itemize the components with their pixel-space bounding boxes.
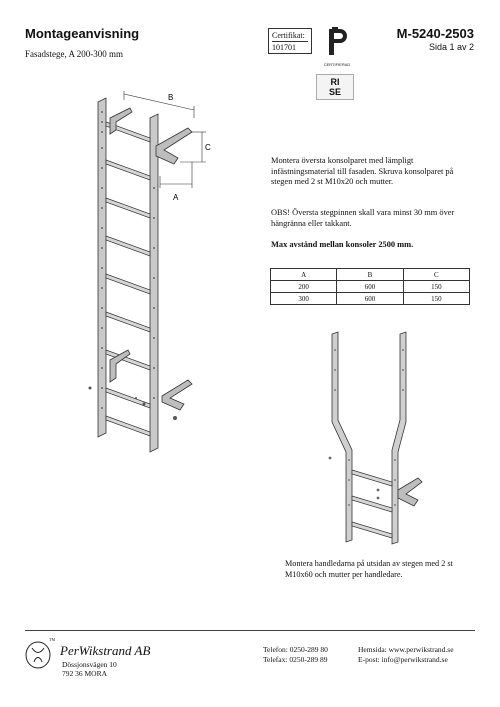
ladder-figure [80, 88, 210, 453]
footer-divider [25, 630, 475, 631]
rise-logo-line2: SE [328, 87, 341, 97]
instruction-handrail-mounting: Montera handledarna på utsidan av stegen med 2 st M10x60 och mutter per handledare. [285, 559, 453, 579]
cert-mark-text: CERTIFIERAD [323, 62, 351, 67]
page-subtitle: Fasadstege, A 200-300 mm [25, 49, 123, 59]
right-handrail [392, 332, 406, 544]
left-handrail [332, 332, 352, 542]
table-cell: 150 [403, 281, 469, 293]
table-header-b: B [337, 269, 403, 281]
right-rail [150, 114, 158, 452]
table-cell: 150 [403, 293, 469, 305]
table-header-c: C [403, 269, 469, 281]
table-row [271, 293, 470, 305]
table-cell: 600 [337, 281, 403, 293]
page-title: Montageanvisning [25, 26, 140, 41]
handrail-figure [318, 330, 433, 545]
certificate-box [268, 28, 312, 54]
table-header-row [271, 269, 470, 281]
dimension-table [270, 268, 470, 305]
instruction-max-distance: Max avstånd mellan konsoler 2500 mm. [271, 240, 414, 249]
trademark-mark: TM [49, 637, 55, 642]
company-email: E-post: info@perwikstrand.se [358, 655, 448, 664]
certificate-label: Certifikat: [272, 31, 305, 40]
certification-mark-icon [322, 26, 352, 70]
company-phone: Telefon: 0250-289 80 [263, 645, 328, 654]
lower-right-bracket [162, 380, 192, 410]
upper-right-bracket [156, 128, 192, 164]
company-address-street: Dössjonsvägen 10 [62, 660, 117, 669]
dimension-a-label: A [173, 193, 179, 202]
page-number: Sida 1 av 2 [428, 42, 474, 52]
company-emblem-icon [24, 640, 52, 670]
table-header-a: A [271, 269, 337, 281]
table-cell: 600 [337, 293, 403, 305]
rise-logo [316, 74, 354, 100]
table-cell: 300 [271, 293, 337, 305]
dimension-c-label: C [205, 143, 211, 152]
company-name: PerWikstrand AB [60, 643, 151, 658]
rise-logo-line1: RI [330, 77, 340, 87]
dimension-b-label: B [168, 93, 174, 102]
instruction-bracket-mounting: Montera översta konsolparet med lämpligt infästningsmaterial till fasaden. Skruva konsolparet på stegen med 2 st M10x20 och mutter. [271, 156, 454, 186]
table-row [271, 281, 470, 293]
company-website: Hemsida: www.perwikstrand.se [358, 645, 454, 654]
company-fax: Telefax: 0250-289 89 [263, 655, 328, 664]
company-address-city: 792 36 MORA [62, 669, 108, 678]
table-cell: 200 [271, 281, 337, 293]
certificate-number: 101701 [272, 41, 308, 53]
document-number: M-5240-2503 [396, 26, 474, 41]
instruction-top-rung-note: OBS! Översta stegpinnen skall vara minst 30 mm över hängränna eller takkant. [271, 208, 455, 228]
